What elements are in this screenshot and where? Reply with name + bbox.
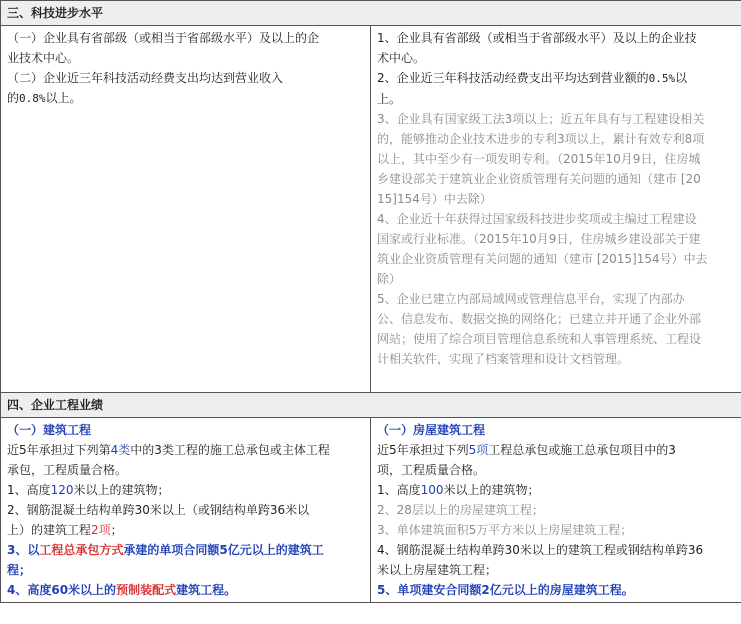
- text-line: 3、企业具有国家级工法3项以上；近五年具有与工程建设相关: [377, 112, 705, 126]
- section-4-left-cell: [1, 418, 371, 603]
- text-fragment: 以: [675, 71, 688, 85]
- highlight-number: 2项: [91, 523, 111, 537]
- text-fragment: 承建的单项合同额5亿元以上的建筑工: [123, 543, 324, 557]
- section-4-title: 四、企业工程业绩: [1, 393, 741, 418]
- text-line: （二）企业近三年科技活动经费支出均达到营业收入: [7, 71, 284, 85]
- section-4-right-cell: [371, 418, 741, 603]
- text-line: 术中心。: [377, 51, 426, 65]
- text-line: 项，工程质量合格。: [377, 463, 486, 477]
- subsection-heading: （一）建筑工程: [7, 423, 92, 437]
- text-line: 国家或行业标准。（2015年10月9日，住房城乡建设部关于建: [377, 232, 701, 246]
- text-line: 网站；使用了综合项目管理信息系统和人事管理系统、工程设: [377, 332, 702, 346]
- text-line: 1、企业具有省部级（或相当于省部级水平）及以上的企业技: [377, 31, 697, 45]
- highlight-number: 120: [50, 483, 74, 497]
- section-3-header-row: [1, 1, 741, 26]
- section-3-content-row: [1, 26, 741, 393]
- text-line: 业技术中心。: [7, 51, 80, 65]
- highlight-text: 工程总承包方式: [39, 543, 124, 557]
- text-fragment: 中的3类工程的施工总承包或主体工程: [130, 443, 330, 457]
- section-4-header-row: [1, 393, 741, 418]
- text-line: 5、企业已建立内部局域网或管理信息平台，实现了内部办: [377, 292, 685, 306]
- text-line: [7, 520, 366, 540]
- text-line: 5、单项建安合同额2亿元以上的房屋建筑工程。: [377, 583, 634, 597]
- text-line: 2、28层以上的房屋建筑工程；: [377, 503, 544, 517]
- text-line: [377, 68, 737, 89]
- text-line: 除）: [377, 272, 402, 286]
- text-line: 以上，其中至少有一项发明专利。（2015年10月9日，住房城: [377, 152, 701, 166]
- text-line: 4、企业近十年获得过国家级科技进步奖项或主编过工程建设: [377, 212, 697, 226]
- text-fragment: 米以上的建筑物；: [443, 483, 540, 497]
- text-line: 米以上房屋建筑工程；: [377, 563, 498, 577]
- text-line: [7, 88, 366, 109]
- text-line: 承包，工程质量合格。: [7, 463, 128, 477]
- text-fragment: 3、以: [7, 543, 40, 557]
- text-fragment: 的: [7, 91, 20, 105]
- text-fragment: 2、企业近三年科技活动经费支出平均达到营业额的: [377, 71, 649, 85]
- text-line: 上。: [377, 92, 402, 106]
- text-line: [377, 440, 737, 460]
- text-line: 程；: [7, 563, 32, 577]
- text-line: 乡建设部关于建筑业企业资质管理有关问题的通知（建市 [20: [377, 172, 701, 186]
- text-fragment: 工程总承包或施工总承包项目中的3: [488, 443, 676, 457]
- highlight-number: 5项: [468, 443, 489, 457]
- text-line: 筑业企业资质管理有关问题的通知（建市 [2015]154号）中去: [377, 252, 708, 266]
- text-fragment: 米以上的建筑物；: [73, 483, 170, 497]
- text-line: [7, 480, 366, 500]
- text-line: 计相关软件，实现了档案管理和设计文档管理。: [377, 352, 630, 366]
- text-line: [7, 580, 366, 600]
- text-line: [7, 540, 366, 560]
- text-line: 的，能够推动企业技术进步的专利3项以上，累计有效专利8项: [377, 132, 705, 146]
- text-fragment: 近5年承担过下列第: [7, 443, 111, 457]
- text-fragment: 建筑工程。: [176, 583, 237, 597]
- text-line: [7, 440, 366, 460]
- text-fragment: 上）的建筑工程: [7, 523, 92, 537]
- section-3-right-cell: [371, 26, 741, 393]
- section-4-content-row: [1, 418, 741, 603]
- text-line: （一）企业具有省部级（或相当于省部级水平）及以上的企: [7, 31, 320, 45]
- text-line: 3、单体建筑面积5万平方米以上房屋建筑工程；: [377, 523, 633, 537]
- text-line: 公、信息发布、数据交换的网络化；已建立并开通了企业外部: [377, 312, 702, 326]
- text-line: 15]154号）中去除）: [377, 192, 492, 206]
- text-line: 4、钢筋混凝土结构单跨30米以上的建筑工程或钢结构单跨36: [377, 543, 704, 557]
- section-3-title: 三、科技进步水平: [1, 1, 741, 26]
- subsection-heading: （一）房屋建筑工程: [377, 423, 486, 437]
- text-fragment: 4、高度60米以上的: [7, 583, 117, 597]
- text-fragment: ；: [110, 523, 123, 537]
- section-3-left-cell: [1, 26, 371, 393]
- percent-value: 0.5%: [648, 72, 676, 85]
- text-fragment: 1、高度: [377, 483, 421, 497]
- percent-value: 0.8%: [19, 92, 46, 105]
- text-line: [377, 480, 737, 500]
- text-line: 2、钢筋混凝土结构单跨30米以上（或钢结构单跨36米以: [7, 503, 310, 517]
- highlight-number: 100: [420, 483, 444, 497]
- text-fragment: 1、高度: [7, 483, 51, 497]
- highlight-text: 预制装配式: [116, 583, 177, 597]
- highlight-number: 4类: [110, 443, 131, 457]
- text-fragment: 以上。: [45, 91, 82, 105]
- text-fragment: 近5年承担过下列: [377, 443, 469, 457]
